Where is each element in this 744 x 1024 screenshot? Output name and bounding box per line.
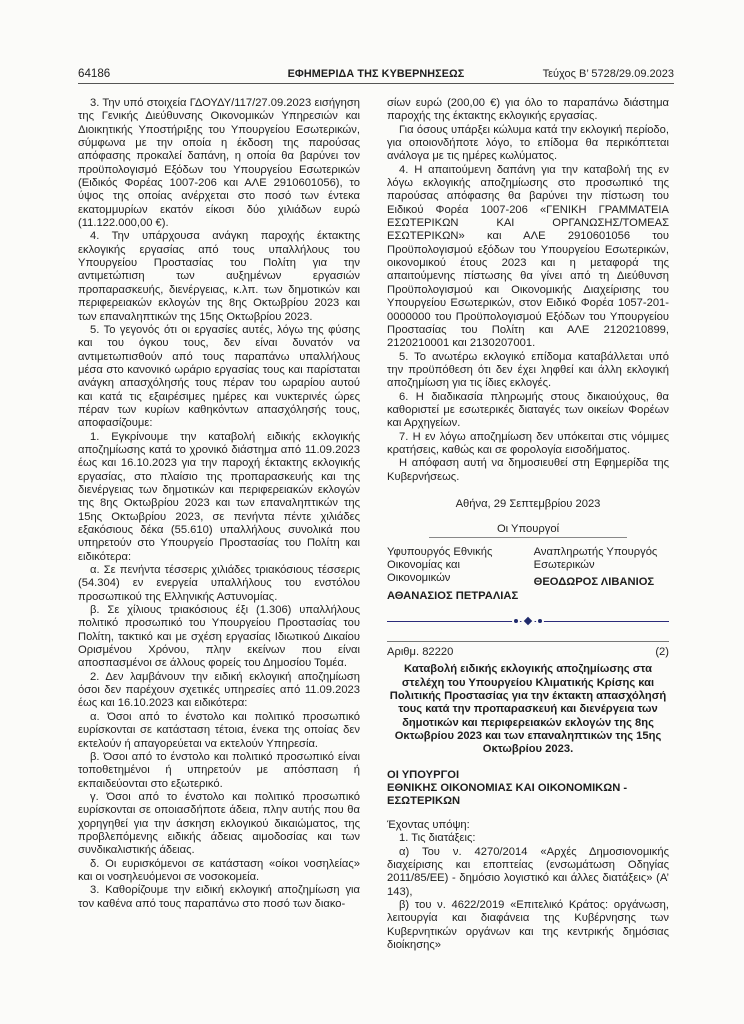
paragraph: 4. Την υπάρχουσα ανάγκη παροχής έκτακτης εκλογικής εργασίας από τους υπαλλήλους του Υπουργείου Προστασίας του Πολίτη για την αντιμετώπιση των αυξημένων εργασιών προπαρασκευής, διενέργειας, κ.λπ. των δημοτικών και περιφερειακών εκλογών της 8ης Οκτωβρίου 2023 και των επαναληπτικών της 15ης Οκτωβρίου 2023. [78,230,360,323]
paragraph: 1. Τις διατάξεις: [399,832,476,845]
paragraph: Η απόφαση αυτή να δημοσιευθεί στη Εφημερίδα της Κυβερνήσεως. [387,457,669,483]
paragraph: 6. Η διαδικασία πληρωμής στους δικαιούχους, θα καθοριστεί με εσωτερικές διαταγές των οικείων Φορέων και Αρχηγείων. [387,390,669,430]
ministers-line: ΕΣΩΤΕΡΙΚΩΝ [387,795,461,808]
divider-dot [538,619,542,623]
header-rule [78,83,674,84]
issue-label: Τεύχος Β’ 5728/29.09.2023 [542,68,674,80]
gazette-title: ΕΦΗΜΕΡΙΔΑ ΤΗΣ ΚΥΒΕΡΝΗΣΕΩΣ [287,68,465,80]
decision-header [387,641,669,659]
paragraph: δ. Οι ευρισκόμενοι σε κατάσταση «οίκοι νοσηλείας» και οι νοσηλευόμενοι σε νοσοκομεία. [78,857,360,883]
ministers-heading: Οι Υπουργοί [496,523,560,536]
signatory-name: ΘΕΟΔΩΡΟΣ ΛΙΒΑΝΙΟΣ [533,576,655,589]
paragraph: α. Όσοι από το ένστολο και πολιτικό προσωπικό ευρίσκονται σε κατάσταση τέτοια, ένεκα της οποίας δεν εκτελούν ή απαγορεύεται να εκτελούν Υπηρεσία. [78,710,360,750]
signatory-right [534,546,669,603]
paragraph: α. Σε πενήντα τέσσερις χιλιάδες τριακόσιους τέσσερις (54.304) εν ενεργεία υπαλλήλους του ενστόλου προσωπικού της Ελληνικής Αστυνομίας. [78,564,360,603]
signatory-left [387,546,522,603]
divider-diamond [524,617,532,625]
ministers-line: ΕΘΝΙΚΗΣ ΟΙΚΟΝΟΜΙΑΣ ΚΑΙ ΟΙΚΟΝΟΜΙΚΩΝ - [387,782,628,795]
signatories [387,546,669,603]
section-divider [387,613,669,629]
paragraph: β. Σε χίλιους τριακόσιους έξι (1.306) υπαλλήλους πολιτικό προσωπικό του Υπουργείου Προστασίας του Πολίτη, τακτικό και με σχέση εργασίας Ιδιωτικού Δικαίου Ορισμένου Χρόνου, πλην εκείνων που είναι αποσπασμένοι σε άλλους φορείς του Δημοσίου Τομέα. [78,604,360,670]
paragraph: 4. Η απαιτούμενη δαπάνη για την καταβολή της εν λόγω εκλογικής αποζημίωσης στο προσωπικό της παρούσας απόφασης θα βαρύνει την πίστωση του Ειδικού Φορέα 1007-206 «ΓΕΝΙΚΗ ΓΡΑΜΜΑΤΕΙΑ ΕΣΩΤΕΡΙΚΩΝ ΚΑΙ ΟΡΓΑΝΩΣΗΣ/ΤΟΜΕΑΣ ΕΣΩΤΕΡΙΚΩΝ» και ΑΛΕ 2910601056 του Προϋπολογισμού εξόδων του Υπουργείου Εσωτερικών, οικονομικού έτους 2023 και η μεταφορά της απαιτούμενης πίστωσης θα γίνει από τη Διεύθυνση Προϋπολογισμού και Οικονομικής Διαχείρισης του Υπουργείου Εσωτερικών, στον Ειδικό Φορέα 1057-201-0000000 του Προϋπολογισμού Εξόδων του Υπουργείου Προστασίας του Πολίτη και ΑΛΕ 2120210899, 2120210001 και 2130207001. [387,163,669,350]
ministers-heading-block [387,769,669,809]
paragraph: α) Του ν. 4270/2014 «Αρχές Δημοσιονομικής διαχείρισης και εποπτείας (ενσωμάτωση Οδηγίας 2011/85/ΕΕ) - δημόσιο λογιστικό και άλλες διατάξεις» (Α’ 143), [387,845,669,898]
place-date: Αθήνα, 29 Σεπτεμβρίου 2023 [455,497,601,510]
paragraph: Για όσους υπάρξει κώλυμα κατά την εκλογική περίοδο, για οποιονδήποτε λόγο, το επίδομα θα περικόπτεται ανάλογα με τις ημέρες κωλύματος. [387,123,669,163]
decision-sequence: (2) [655,646,669,659]
decision-number: Αριθμ. 82220 [387,646,454,659]
paragraph: γ. Όσοι από το ένστολο και πολιτικό προσωπικό ευρίσκονται σε οποιασδήποτε άδεια, πλην αυτής που θα χορηγηθεί για την άσκηση εκλογικού δικαιώματος, της προβλεπόμενης ειδικής άδειας αιμοδοσίας και των συνδικαλιστικής άδειας. [78,790,360,857]
left-column [78,97,360,911]
ministers-line: ΟΙ ΥΠΟΥΡΓΟΙ [387,768,460,781]
paragraph: β. Όσοι από το ένστολο και πολιτικό προσωπικό είναι τοποθετημένοι ή υπηρετούν με απόσπαση ή εκπαιδεύονται στο εξωτερικό. [78,750,360,790]
divider-dot [514,619,518,623]
decision-title: Καταβολή ειδικής εκλογικής αποζημίωσης στα στελέχη του Υπουργείου Κλιματικής Κρίσης και Πολιτικής Προστασίας για την έκτακτη απασχόλησή τους κατά την προπαρασκευή και διενέργεια των δημοτικών και περιφερειακών εκλογών της 8ης Οκτωβρίου 2023 και των επαναληπτικών της 15ης Οκτωβρίου 2023. [389,663,667,756]
paragraph: 5. Το γεγονός ότι οι εργασίες αυτές, λόγω της φύσης και του όγκου τους, δεν είναι δυνατόν να αντιμετωπισθούν από τους παραπάνω υπαλλήλους μέσα στο κανονικό ωράριο εργασίας τους και παρίσταται ανάγκη απασχόλησής τους πέραν του ωραρίου αυτού και κατά τις εξαιρέσιμες ημέρες και νυκτερινές ώρες πέραν των κυρίων καθηκόντων απασχόλησής τους, αποφασίζουμε: [78,323,360,430]
signatory-role: Αναπληρωτής Υπουργός Εσωτερικών [533,545,658,571]
right-column [387,97,669,952]
page-number: 64186 [78,67,111,80]
signature-block [387,498,669,603]
paragraph: 3. Καθορίζουμε την ειδική εκλογική αποζημίωση για τον καθένα από τους παραπάνω στο ποσό των διακο- [78,884,360,910]
having-regard: Έχοντας υπόψη: [387,818,470,831]
paragraph: 1. Εγκρίνουμε την καταβολή ειδικής εκλογικής αποζημίωσης κατά το χρονικό διάστημα από 11.09.2023 έως και 16.10.2023 για την παροχή έκτακτης εκλογικής εργασίας, στο πλαίσιο της προπαρασκευής και της διενέργειας των δημοτικών και περιφερειακών εκλογών της 8ης Οκτωβρίου 2023 και των επαναληπτικών της 15ης Οκτωβρίου 2023, σε πενήντα πέντε χιλιάδες εξακόσιους δέκα (55.610) υπαλλήλους συνολικά που υπηρετούν στο Υπουργείο Προστασίας του Πολίτη και ειδικότερα: [78,430,360,563]
paragraph: 7. Η εν λόγω αποζημίωση δεν υπόκειται στις νόμιμες κρατήσεις, καθώς και σε φορολογία εισοδήματος. [387,430,669,456]
paragraph: 3. Την υπό στοιχεία ΓΔΟΥΔΥ/117/27.09.2023 εισήγηση της Γενικής Διεύθυνσης Οικονομικών Υπηρεσιών και Διοικητικής Υποστήριξης του Υπουργείου Εσωτερικών, σύμφωνα με την οποία η έκδοση της παρούσας απόφασης προκαλεί δαπάνη, η οποία θα βαρύνει τον προϋπολογισμό Εξόδων του Υπουργείου Εσωτερικών (Ειδικός Φορέας 1007-206 και ΑΛΕ 2910601056), το ύψος της οποίας ανέρχεται στο ποσό των έντεκα εκατομμυρίων εκατόν είκοσι δύο χιλιάδων ευρώ (11.122.000,00 €). [78,97,360,230]
paragraph: β) του ν. 4622/2019 «Επιτελικό Κράτος: οργάνωση, λειτουργία και διαφάνεια της Κυβέρνησης των Κυβερνητικών οργάνων και της κεντρικής δημόσιας διοίκησης» [387,898,669,951]
signature-rule [429,537,627,538]
signatory-role: Υφυπουργός Εθνικής Οικονομίας και Οικονομικών [387,545,493,585]
signatory-name: ΑΘΑΝΑΣΙΟΣ ΠΕΤΡΑΛΙΑΣ [387,589,519,602]
page-header [78,66,674,86]
paragraph: 2. Δεν λαμβάνουν την ειδική εκλογική αποζημίωση όσοι δεν παρέχουν σχετικές υπηρεσίες από 11.09.2023 έως και 16.10.2023 και ειδικότερα: [78,670,360,710]
paragraph: σίων ευρώ (200,00 €) για όλο το παραπάνω διάστημα παροχής της έκτακτης εκλογικής εργασίας. [387,97,669,123]
paragraph: 5. Το ανωτέρω εκλογικό επίδομα καταβάλλεται υπό την προϋπόθεση ότι δεν έχει ληφθεί και άλλη εκλογική αποζημίωση για τις ίδιες εκλογές. [387,350,669,390]
